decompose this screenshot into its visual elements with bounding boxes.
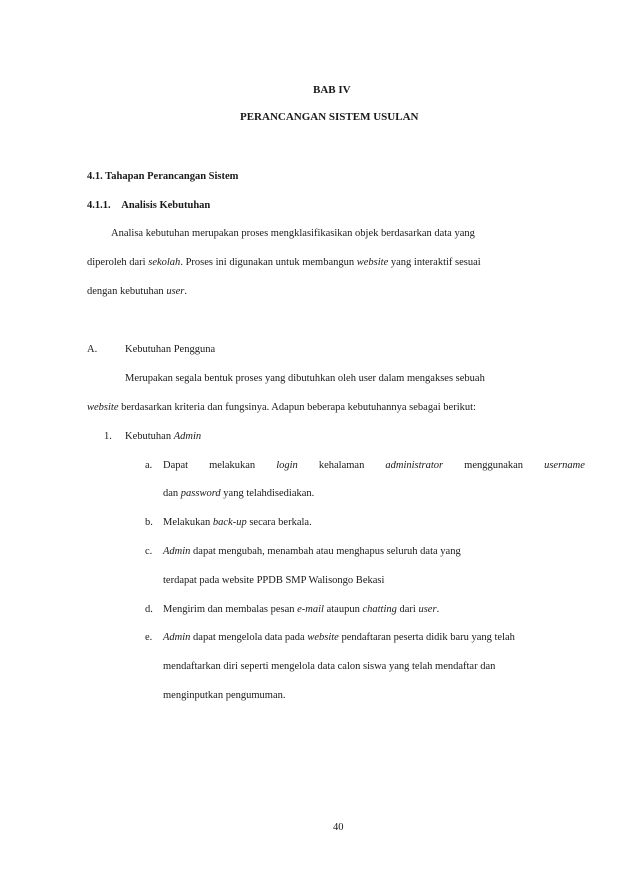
sub-item-e-line-3: menginputkan pengumuman. <box>163 690 286 701</box>
intro-line-3: dengan kebutuhan user. <box>87 286 188 297</box>
sub-item-c-marker: c. <box>145 546 153 557</box>
intro-line-1: Analisa kebutuhan merupakan proses mengklasifikasikan objek berdasarkan data yang <box>111 228 475 239</box>
subsection-number: 4.1.1. <box>87 200 111 211</box>
sub-item-a-line-1: Dapat melakukan login kehalaman administrator menggunakan username <box>163 460 585 471</box>
sub-item-e-marker: e. <box>145 632 153 643</box>
sub-item-e-line-2: mendaftarkan diri seperti mengelola data calon siswa yang telah mendaftar dan <box>163 661 496 672</box>
sub-item-e-line-1: Admin dapat mengelola data pada website pendaftaran peserta didik baru yang telah <box>163 632 515 643</box>
chapter-title: PERANCANGAN SISTEM USULAN <box>240 111 419 123</box>
list-item-1-number: 1. <box>104 431 112 442</box>
section-a-para-line-2: website berdasarkan kriteria dan fungsinya. Adapun beberapa kebutuhannya sebagai berikut: <box>87 402 476 413</box>
sub-item-b-marker: b. <box>145 517 153 528</box>
sub-item-c-line-1: Admin dapat mengubah, menambah atau menghapus seluruh data yang <box>163 546 461 557</box>
section-a-para-line-1: Merupakan segala bentuk proses yang dibutuhkan oleh user dalam mengakses sebuah <box>125 373 485 384</box>
chapter-label: BAB IV <box>313 84 351 96</box>
sub-item-b-line-1: Melakukan back-up secara berkala. <box>163 517 312 528</box>
sub-item-a-line-2: dan password yang telahdisediakan. <box>163 488 315 499</box>
subsection-title: Analisis Kebutuhan <box>121 200 211 211</box>
intro-line-2: diperoleh dari sekolah. Proses ini digunakan untuk membangun website yang interaktif sesuai <box>87 257 481 268</box>
subsection-heading <box>87 200 210 211</box>
sub-item-d-line-1: Mengirim dan membalas pesan e-mail ataupun chatting dari user. <box>163 604 440 615</box>
section-heading: 4.1. Tahapan Perancangan Sistem <box>87 171 239 182</box>
list-item-1-label: Kebutuhan Admin <box>125 431 202 442</box>
sub-item-a-marker: a. <box>145 460 153 471</box>
sub-item-d-marker: d. <box>145 604 153 615</box>
page-number: 40 <box>333 822 344 833</box>
section-a-letter: A. <box>87 344 98 355</box>
sub-item-c-line-2: terdapat pada website PPDB SMP Walisongo Bekasi <box>163 575 385 586</box>
section-a-title: Kebutuhan Pengguna <box>125 344 216 355</box>
